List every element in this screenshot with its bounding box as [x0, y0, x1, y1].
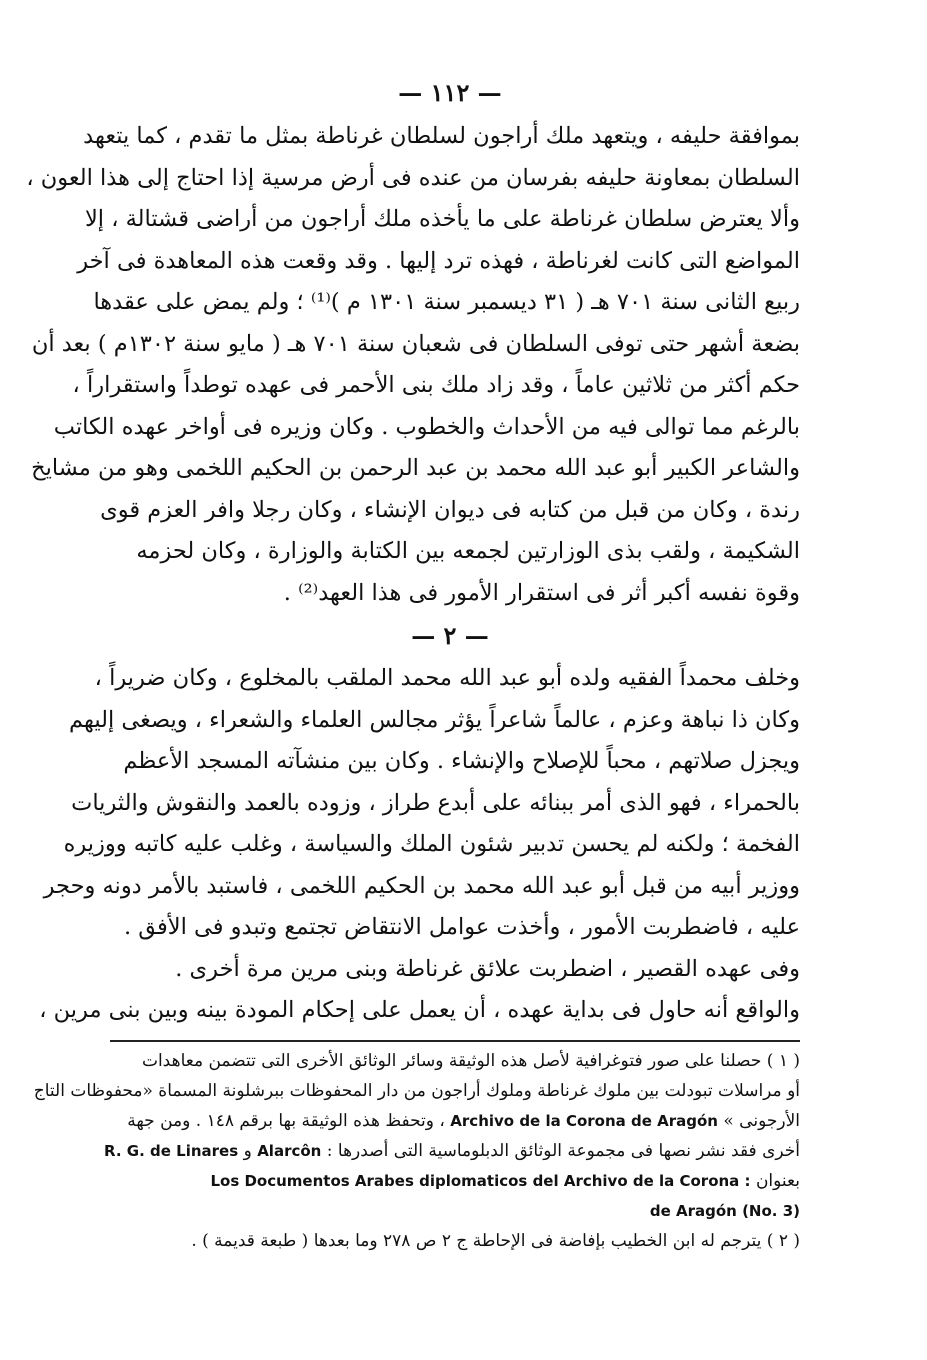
- paragraph-1: [26, 116, 800, 614]
- footnote-latin-text: Archivo de la Corona de Aragón: [450, 1112, 718, 1130]
- text-line: بالحمراء ، فهو الذى أمر ببنائه على أبدع طراز ، وزوده بالعمد والنقوش والثريات: [71, 789, 800, 816]
- footnote-divider: [110, 1040, 800, 1042]
- footnote-1-line: [100, 1136, 800, 1166]
- text-line: وخلف محمداً الفقيه ولده أبو عبد الله محمد الملقب بالمخلوع ، وكان ضريراً ،: [94, 665, 800, 691]
- footnote-1-line: أو مراسلات تبودلت بين ملوك غرناطة وملوك أراجون من دار المحفوظات ببرشلونة المسماة «محفوظات التاج: [33, 1081, 800, 1101]
- footnote-latin-text: Los Documentos Arabes diplomaticos del Archivo de la Corona :: [210, 1172, 751, 1190]
- text-line: عليه ، فاضطربت الأمور ، وأخذت عوامل الانتقاض تجتمع وتبدو فى الأفق .: [123, 914, 800, 940]
- footnote-latin-text: Alarcôn: [257, 1142, 322, 1160]
- footnotes: [33, 1046, 800, 1256]
- text-line: والواقع أنه حاول فى بداية عهده ، أن يعمل على إحكام المودة بينه وبين بنى مرين ،: [39, 997, 800, 1023]
- text-line: الشكيمة ، ولقب بذى الوزارتين لجمعه بين الكتابة والوزارة ، وكان لحزمه: [136, 538, 800, 564]
- text-line: بالرغم مما توالى فيه من الأحداث والخطوب . وكان وزيره فى أواخر عهده الكاتب: [53, 413, 800, 440]
- footnote-1-line: ( ١ ) حصلنا على صور فتوغرافية لأصل هذه الوثيقة وسائر الوثائق الأخرى التى تتضمن معاهدات: [141, 1051, 800, 1071]
- text-line: والشاعر الكبير أبو عبد الله محمد بن عبد الرحمن بن الحكيم اللخمى وهو من مشايخ: [31, 455, 800, 481]
- footnote-text: بعنوان: [755, 1171, 800, 1191]
- text-line: ووزير أبيه من قبل أبو عبد الله محمد بن الحكيم اللخمى ، فاستبد بالأمر دونه وحجر: [43, 872, 800, 899]
- page-number: — ١١٢ —: [398, 78, 502, 107]
- paragraph-3: [39, 949, 800, 1032]
- text-line: وألا يعترض سلطان غرناطة على ما يأخذه ملك أراجون من أراضى قشتالة ، إلا: [84, 206, 800, 232]
- text-line: وفى عهده القصير ، اضطربت علائق غرناطة وبنى مرين مرة أخرى .: [175, 955, 800, 982]
- text-line: بموافقة حليفه ، ويتعهد ملك أراجون لسلطان غرناطة بمثل ما تقدم ، كما يتعهد: [83, 123, 800, 149]
- text-line: الفخمة ؛ ولكنه لم يحسن تدبير شئون الملك والسياسة ، وغلب عليه كاتبه ووزيره: [63, 831, 800, 857]
- footnote-text: ، وتحفظ هذه الوثيقة بها برقم ١٤٨ . ومن جهة: [127, 1111, 445, 1131]
- footnote-text: و: [243, 1141, 252, 1161]
- footnote-1-line: [100, 1166, 800, 1196]
- section-number: — ٢ —: [411, 621, 489, 650]
- text-line: بضعة أشهر حتى توفى السلطان فى شعبان سنة ٧٠١ هـ ( مايو سنة ١٣٠٢م ) بعد أن: [31, 330, 800, 357]
- footnote-latin-text: de Aragón (No. 3): [649, 1202, 800, 1220]
- footnote-latin-text: R. G. de Linares: [104, 1142, 239, 1160]
- footnote-2-line: ( ٢ ) يترجم له ابن الخطيب بإفاضة فى الإحاطة ج ٢ ص ٢٧٨ وما بعدها ( طبعة قديمة ) .: [191, 1231, 800, 1251]
- footnote-text: أخرى فقد نشر نصها فى مجموعة الوثائق الدبلوماسية التى أصدرها :: [326, 1141, 800, 1161]
- text-line: السلطان بمعاونة حليفه بفرسان من عنده فى أرض مرسية إذا احتاج إلى هذا العون ،: [26, 164, 800, 191]
- book-page: [26, 78, 800, 1308]
- text-line: حكم أكثر من ثلاثين عاماً ، وقد زاد ملك بنى الأحمر فى عهده توطداً واستقراراً ،: [72, 372, 800, 398]
- paragraph-2: [43, 658, 800, 949]
- text-line: ربيع الثانى سنة ٧٠١ هـ ( ٣١ ديسمبر سنة ١٣٠١ م )⁽¹⁾ ؛ ولم يمض على عقدها: [93, 289, 800, 315]
- text-line: وكان ذا نباهة وعزم ، عالماً شاعراً يؤثر مجالس العلماء والشعراء ، ويصغى إليهم: [68, 706, 800, 733]
- footnote-text: الأرجونى »: [723, 1111, 800, 1131]
- text-line: وقوة نفسه أكبر أثر فى استقرار الأمور فى هذا العهد⁽²⁾ .: [283, 579, 800, 606]
- footnote-1-line: [100, 1106, 800, 1136]
- text-line: رندة ، وكان من قبل من كتابه فى ديوان الإنشاء ، وكان رجلا وافر العزم قوى: [100, 496, 800, 523]
- text-line: ويجزل صلاتهم ، محباً للإصلاح والإنشاء . وكان بين منشآته المسجد الأعظم: [123, 748, 800, 774]
- footnote-1-line: [100, 1196, 800, 1226]
- text-line: المواضع التى كانت لغرناطة ، فهذه ترد إليها . وقد وقعت هذه المعاهدة فى آخر: [77, 247, 800, 274]
